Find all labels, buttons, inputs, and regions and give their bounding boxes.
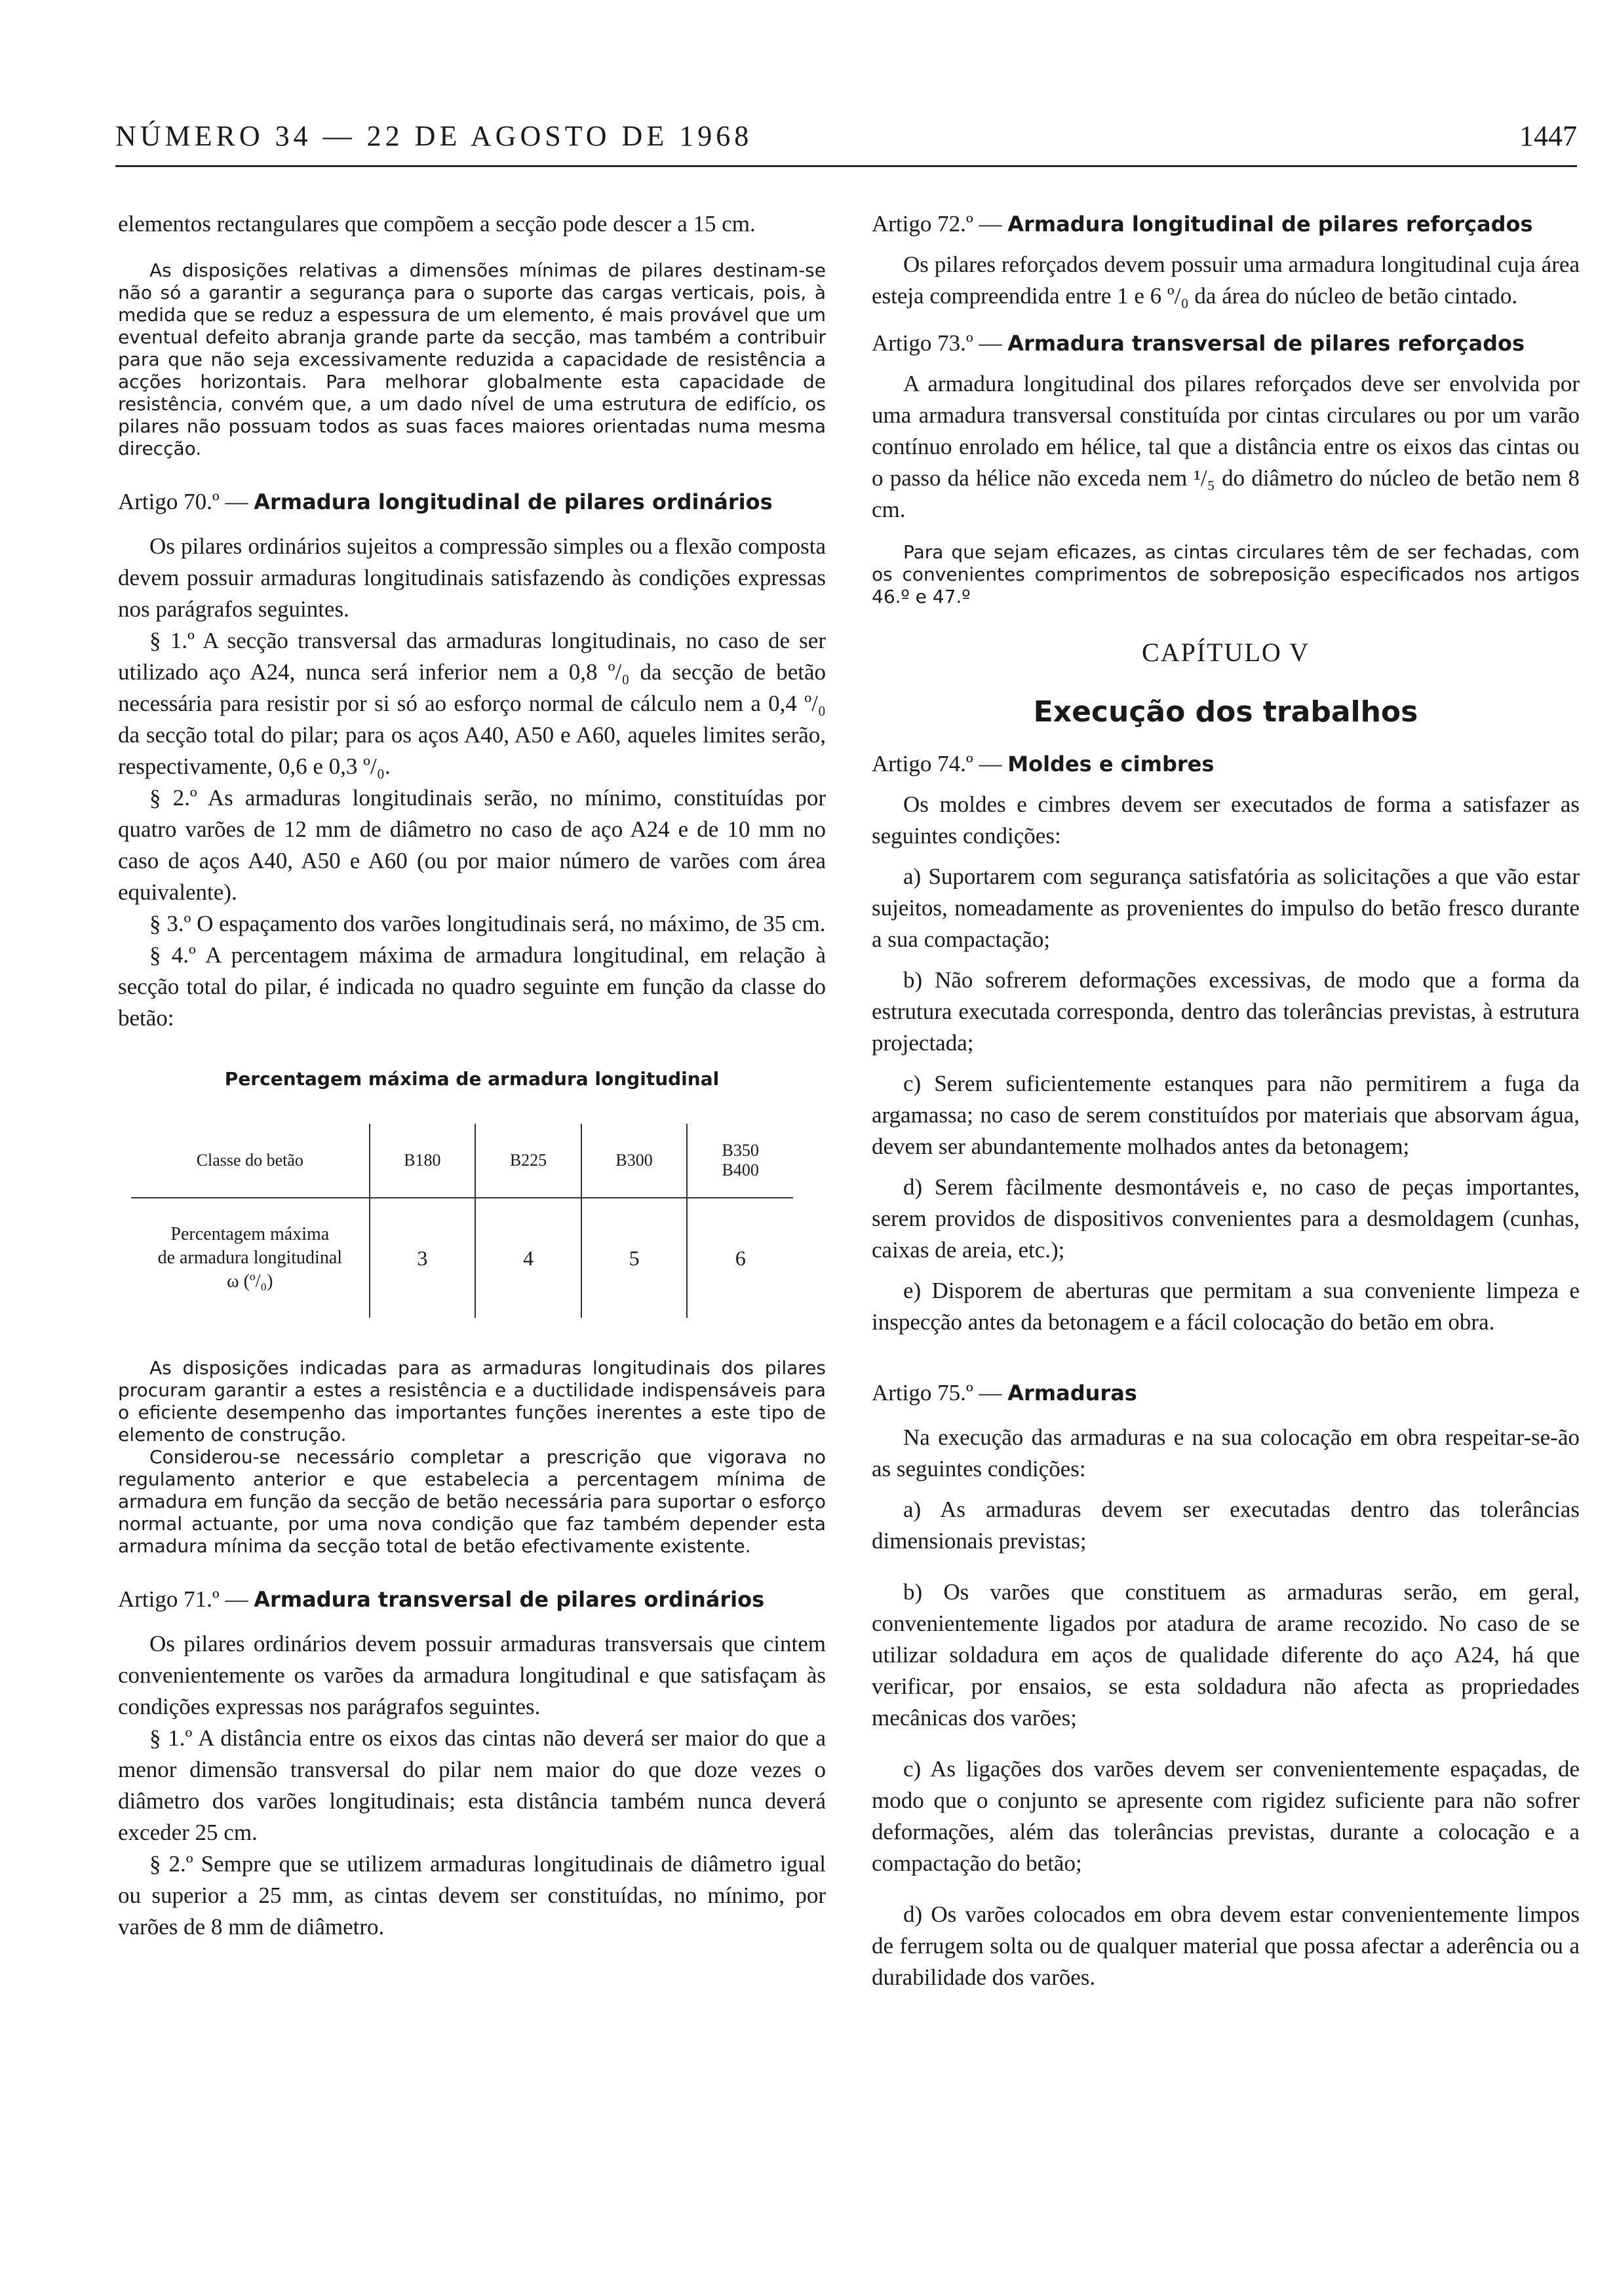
chapter-label: CAPÍTULO V bbox=[1142, 638, 1310, 667]
note-dimensions: As disposições relativas a dimensões mínimas de pilares destinam-se não só a garantir a segurança para o suporte das cargas verticais, pois, à medida que se reduz a espessura de um elemento, é mais provável que um eventual defeito abranja grande parte da secção, mas também a contribuir para que não seja excessivamente reduzida a capacidade de resistência a acções horizontais. Para melhorar globalmente esta capacidade de resistência, convém que, a um dado nível de uma estrutura de edifício, os pilares não possuam todos as suas faces maiores orientadas numa mesma direcção. bbox=[118, 259, 826, 459]
value-b350-b400: 6 bbox=[687, 1198, 793, 1318]
percentage-table bbox=[131, 1124, 793, 1318]
article-72-heading: Artigo 72.º — Armadura longitudinal de pilares reforçados bbox=[872, 211, 1533, 237]
article-74-item-d: d) Serem fàcilmente desmontáveis e, no caso de peças importantes, serem providos de dispositivos convenientes para a desmoldagem (cunhas, caixas de areia, etc.); bbox=[872, 1174, 1580, 1263]
note-minimum: Considerou-se necessário completar a prescrição que vigorava no regulamento anterior e que estabelecia a percentagem mínima de armadura em função da secção de betão necessária para suportar o esforço normal actuante, por uma nova condição que faz também depender esta armadura mínima da secção total de betão efectivamente existente. bbox=[118, 1446, 826, 1557]
value-b180: 3 bbox=[370, 1198, 476, 1318]
article-72-text: Os pilares reforçados devem possuir uma armadura longitudinal cuja área esteja compreendida entre 1 e 6 º/₀ da área do núcleo de betão cintado. bbox=[872, 252, 1580, 309]
note-longitudinal: As disposições indicadas para as armaduras longitudinais dos pilares procuram garantir a estes a resistência e a ductilidade indispensáveis para o eficiente desempenho das importantes funções inerentes a este tipo de elemento de construção. bbox=[118, 1357, 826, 1445]
header-b300: B300 bbox=[581, 1124, 688, 1198]
article-75-item-d: d) Os varões colocados em obra devem estar convenientemente limpos de ferrugem solta ou de qualquer material que possa afectar a aderência ou a durabilidade dos varões. bbox=[872, 1902, 1580, 1990]
header-concrete-class: Classe do betão bbox=[131, 1124, 370, 1198]
table-row bbox=[131, 1198, 793, 1318]
article-75-text: Na execução das armaduras e na sua colocação em obra respeitar-se-ão as seguintes condições: bbox=[872, 1425, 1580, 1482]
intro-text: elementos rectangulares que compõem a secção pode descer a 15 cm. bbox=[118, 211, 756, 237]
page-header bbox=[115, 117, 1577, 156]
chapter-title: Execução dos trabalhos bbox=[1033, 695, 1418, 729]
article-74-item-a: a) Suportarem com segurança satisfatória as solicitações a que vão estar sujeitos, nomeadamente as provenientes do impulso do betão fresco durante a sua compactação; bbox=[872, 864, 1580, 952]
header-b180: B180 bbox=[370, 1124, 476, 1198]
article-70-par4: § 4.º A percentagem máxima de armadura longitudinal, em relação à secção total do pilar, é indicada no quadro seguinte em função da classe do betão: bbox=[118, 942, 826, 1031]
article-73-heading: Artigo 73.º — Armadura transversal de pilares reforçados bbox=[872, 330, 1525, 356]
article-74-item-b: b) Não sofrerem deformações excessivas, de modo que a forma da estrutura executada corresponda, dentro das tolerâncias previstas, à estrutura projectada; bbox=[872, 967, 1580, 1056]
value-b300: 5 bbox=[581, 1198, 688, 1318]
page-number: 1447 bbox=[1519, 120, 1577, 152]
article-74-item-e: e) Disporem de aberturas que permitam a sua conveniente limpeza e inspecção antes da betonagem e a fácil colocação do betão em obra. bbox=[872, 1278, 1580, 1335]
article-70-par2: § 2.º As armaduras longitudinais serão, no mínimo, constituídas por quatro varões de 12 mm de diâmetro no caso de aço A24 e de 10 mm no caso de aços A40, A50 e A60 (ou por maior número de varões com área equivalente). bbox=[118, 785, 826, 905]
article-73-text: A armadura longitudinal dos pilares reforçados deve ser envolvida por uma armadura transversal constituída por cintas circulares ou por um varão contínuo enrolado em hélice, tal que a distância entre os eixos das cintas ou o passo da hélice não exceda nem ¹/₅ do diâmetro do núcleo de betão nem 8 cm. bbox=[872, 371, 1580, 522]
header-b225: B225 bbox=[475, 1124, 581, 1198]
article-71-par2: § 2.º Sempre que se utilizem armaduras longitudinais de diâmetro igual ou superior a 25 mm, as cintas devem ser constituídas, no mínimo, por varões de 8 mm de diâmetro. bbox=[118, 1851, 826, 1940]
note-cintas: Para que sejam eficazes, as cintas circulares têm de ser fechadas, com os convenientes comprimentos de sobreposição especificados nos artigos 46.º e 47.º bbox=[872, 541, 1580, 607]
article-71-text: Os pilares ordinários devem possuir armaduras transversais que cintem convenientemente os varões da armadura longitudinal e que satisfaçam às condições expressas nos parágrafos seguintes. bbox=[118, 1631, 826, 1719]
right-column bbox=[872, 208, 1580, 1993]
value-b225: 4 bbox=[475, 1198, 581, 1318]
header-rule bbox=[115, 165, 1577, 167]
article-70-par3: § 3.º O espaçamento dos varões longitudinais será, no máximo, de 35 cm. bbox=[149, 911, 826, 936]
article-71-par1: § 1.º A distância entre os eixos das cintas não deverá ser maior do que a menor dimensão transversal do pilar nem maior do que doze vezes o diâmetro dos varões longitudinais; esta distância também nunca deverá exceder 25 cm. bbox=[118, 1725, 826, 1845]
table-header-row bbox=[131, 1124, 793, 1198]
article-70-heading: Artigo 70.º — Armadura longitudinal de pilares ordinários bbox=[118, 489, 773, 514]
article-75-item-a: a) As armaduras devem ser executadas dentro das tolerâncias dimensionais previstas; bbox=[872, 1497, 1580, 1554]
article-75-item-b: b) Os varões que constituem as armaduras serão, em geral, convenientemente ligados por atadura de arame recozido. No caso de se utilizar soldadura em aços de qualidade diferente do aço A24, há que verificar, por ensaios, se esta soldadura não afecta as propriedades mecânicas dos varões; bbox=[872, 1579, 1580, 1731]
row-label: Percentagem máxima de armadura longitudinal ω (º/₀) bbox=[157, 1224, 343, 1292]
article-74-item-c: c) Serem suficientemente estanques para não permitirem a fuga da argamassa; no caso de serem constituídos por materiais que absorvam água, devem ser abundantemente molhados antes da betonagem; bbox=[872, 1071, 1580, 1159]
left-column bbox=[118, 208, 826, 1943]
article-75-heading: Artigo 75.º — Armaduras bbox=[872, 1380, 1137, 1406]
article-70-par1: § 1.º A secção transversal das armaduras longitudinais, no caso de ser utilizado aço A24, nunca será inferior nem a 0,8 º/₀ da secção de betão necessária para resistir por si só ao esforço normal de cálculo nem a 0,4 º/₀ da secção total do pilar; para os aços A40, A50 e A60, aqueles limites serão, respectivamente, 0,6 e 0,3 º/₀. bbox=[118, 628, 826, 779]
article-74-heading: Artigo 74.º — Moldes e cimbres bbox=[872, 751, 1215, 776]
article-74-text: Os moldes e cimbres devem ser executados de forma a satisfazer as seguintes condições: bbox=[872, 792, 1580, 849]
article-70-text: Os pilares ordinários sujeitos a compressão simples ou a flexão composta devem possuir armaduras longitudinais satisfazendo às condições expressas nos parágrafos seguintes. bbox=[118, 533, 826, 622]
article-75-item-c: c) As ligações dos varões devem ser convenientemente espaçadas, de modo que o conjunto se apresente com rigidez suficiente para não sofrer deformações, além das tolerâncias previstas, durante a colocação e a compactação do betão; bbox=[872, 1756, 1580, 1876]
article-71-heading: Artigo 71.º — Armadura transversal de pilares ordinários bbox=[118, 1586, 765, 1612]
issue-date: NÚMERO 34 — 22 DE AGOSTO DE 1968 bbox=[115, 120, 753, 152]
table-title: Percentagem máxima de armadura longitudinal bbox=[224, 1068, 720, 1090]
header-b350-b400: B350 B400 bbox=[687, 1124, 793, 1198]
